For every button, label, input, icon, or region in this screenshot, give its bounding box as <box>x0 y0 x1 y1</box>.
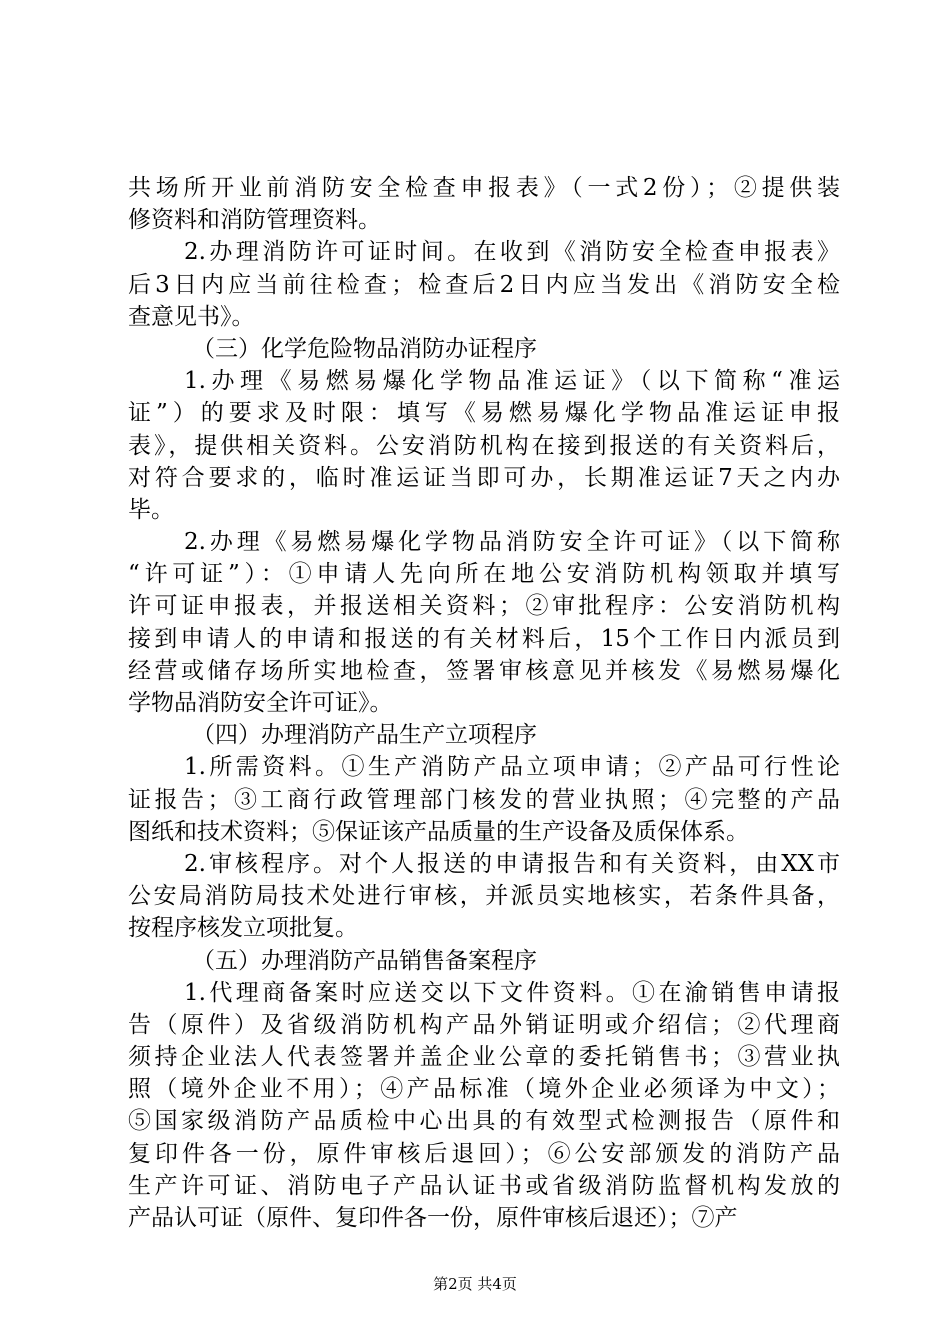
text-line: 表》，提供相关资料。公安消防机构在接到报送的有关资料后， <box>128 432 840 459</box>
section-heading <box>128 945 840 977</box>
text-line: 后3日内应当前往检查；检查后2日内应当发出《消防安全检 <box>128 271 840 298</box>
text-line: 照（境外企业不用）；④产品标准（境外企业必须译为中文）； <box>128 1076 840 1103</box>
text-line: 修资料和消防管理资料。 <box>128 207 381 234</box>
text-line: 查意见书》。 <box>128 303 255 330</box>
text-line: 经营或储存场所实地检查，签署审核意见并核发《易燃易爆化 <box>128 657 840 684</box>
paragraph <box>128 848 840 945</box>
text-line: （三）化学危险物品消防办证程序 <box>192 335 537 362</box>
section-heading <box>128 719 840 751</box>
text-line: 许可证申报表，并报送相关资料；②审批程序：公安消防机构 <box>128 593 840 620</box>
text-line: 须持企业法人代表签署并盖企业公章的委托销售书；③营业执 <box>128 1044 840 1071</box>
paragraph <box>128 172 840 236</box>
text-line: 生产许可证、消防电子产品认证书或省级消防监督机构发放的 <box>128 1172 840 1199</box>
text-line: 2.审核程序。对个人报送的申请报告和有关资料，由XX市 <box>184 850 840 877</box>
text-line: 告（原件）及省级消防机构产品外销证明或介绍信；②代理商 <box>128 1011 840 1038</box>
paragraph <box>128 977 840 1235</box>
text-line: 1.所需资料。①生产消防产品立项申请；②产品可行性论 <box>184 754 840 781</box>
text-line: 共场所开业前消防安全检查申报表》（一式2份）；②提供装 <box>128 175 840 201</box>
text-line: （四）办理消防产品生产立项程序 <box>192 722 537 749</box>
paragraph <box>128 751 840 848</box>
text-line: 毕。 <box>128 496 174 523</box>
paragraph <box>128 526 840 719</box>
paragraph <box>128 365 840 526</box>
text-line: 证”）的要求及时限：填写《易燃易爆化学物品准运证申报 <box>128 400 840 427</box>
text-line: 图纸和技术资料；⑤保证该产品质量的生产设备及质保体系。 <box>128 818 749 845</box>
text-line: 复印件各一份，原件审核后退回）；⑥公安部颁发的消防产品 <box>128 1140 840 1167</box>
text-line: 1.代理商备案时应送交以下文件资料。①在渝销售申请报 <box>184 979 840 1006</box>
text-line: “许可证”）：①申请人先向所在地公安消防机构领取并填写 <box>128 561 840 588</box>
text-line: 产品认可证（原件、复印件各一份，原件审核后退还）；⑦产 <box>128 1205 738 1231</box>
text-line: 1.办理《易燃易爆化学物品准运证》（以下简称“准运 <box>184 368 840 395</box>
section-heading <box>128 333 840 365</box>
text-line: 2.办理《易燃易爆化学物品消防安全许可证》（以下简称 <box>184 529 840 556</box>
text-line: 学物品消防安全许可证》。 <box>128 690 393 716</box>
text-line: 证报告；③工商行政管理部门核发的营业执照；④完整的产品 <box>128 786 840 813</box>
text-line: ⑤国家级消防产品质检中心出具的有效型式检测报告（原件和 <box>128 1108 840 1135</box>
text-line: （五）办理消防产品销售备案程序 <box>192 947 537 974</box>
text-line: 对符合要求的，临时准运证当即可办，长期准运证7天之内办 <box>128 464 840 491</box>
page-footer: 第2页 共4页 <box>433 1275 517 1293</box>
paragraph <box>128 236 840 333</box>
text-line: 2.办理消防许可证时间。在收到《消防安全检查申报表》 <box>184 239 840 266</box>
text-line: 接到申请人的申请和报送的有关材料后，15个工作日内派员到 <box>128 625 840 652</box>
document-body <box>128 172 840 1234</box>
text-line: 公安局消防局技术处进行审核，并派员实地核实，若条件具备， <box>128 883 840 910</box>
text-line: 按程序核发立项批复。 <box>128 915 358 942</box>
